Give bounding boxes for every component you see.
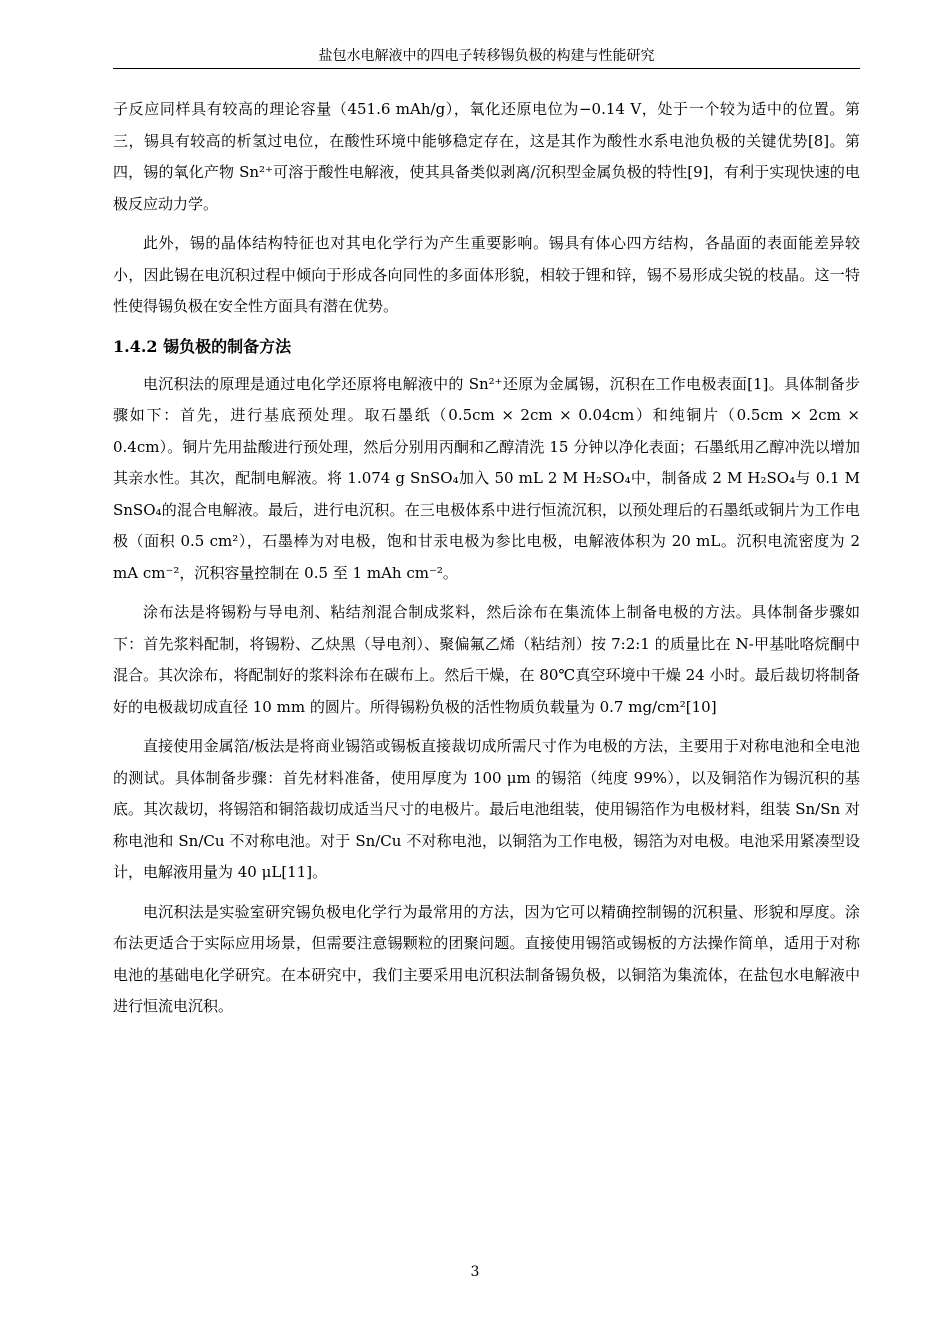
page-number: 3: [470, 1264, 480, 1280]
paragraph-crystal-structure: 此外，锡的晶体结构特征也对其电化学行为产生重要影响。锡具有体心四方结构，各晶面的表面能差异较小，因此锡在电沉积过程中倾向于形成各向同性的多面体形貌，相较于锂和锌，锡不易形成尖锐的枝晶。这一特性使得锡负极在安全性方面具有潜在优势。: [113, 234, 860, 315]
paragraph-continued: 子反应同样具有较高的理论容量（451.6 mAh/g），氧化还原电位为−0.14 V，处于一个较为适中的位置。第三，锡具有较高的析氢过电位，在酸性环境中能够稳定存在，这是其作为酸性水系电池负极的关键优势[8]。第四，锡的氧化产物 Sn²⁺可溶于酸性电解液，使其具备类似剥离/沉积型金属负极的特性[9]，有利于实现快速的电极反应动力学。: [113, 100, 860, 213]
page-body: [113, 94, 860, 1031]
paragraph-coating: 涂布法是将锡粉与导电剂、粘结剂混合制成浆料，然后涂布在集流体上制备电极的方法。具体制备步骤如下：首先浆料配制，将锡粉、乙炔黑（导电剂）、聚偏氟乙烯（粘结剂）按 7:2:1 的质量比在 N-甲基吡咯烷酮中混合。其次涂布，将配制好的浆料涂布在碳布上。然后干燥，在 80℃真空环境中干燥 24 小时。最后裁切将制备好的电极裁切成直径 10 mm 的圆片。所得锡粉负极的活性物质负载量为 0.7 mg/cm²[10]: [113, 603, 860, 716]
header-rule: [113, 68, 860, 69]
section-heading: 1.4.2 锡负极的制备方法: [113, 336, 292, 356]
paragraph-electrodeposition: 电沉积法的原理是通过电化学还原将电解液中的 Sn²⁺还原为金属锡，沉积在工作电极表面[1]。具体制备步骤如下：首先，进行基底预处理。取石墨纸（0.5cm × 2cm × 0.04cm）和纯铜片（0.5cm × 2cm × 0.4cm）。铜片先用盐酸进行预处理，然后分别用丙酮和乙醇清洗 15 分钟以净化表面；石墨纸用乙醇冲洗以增加其亲水性。其次，配制电解液。将 1.074 g SnSO₄加入 50 mL 2 M H₂SO₄中，制备成 2 M H₂SO₄与 0.1 M SnSO₄的混合电解液。最后，进行电沉积。在三电极体系中进行恒流沉积，以预处理后的石墨纸或铜片为工作电极（面积 0.5 cm²），石墨棒为对电极，饱和甘汞电极为参比电极，电解液体积为 20 mL。沉积电流密度为 2 mA cm⁻²，沉积容量控制在 0.5 至 1 mAh cm⁻²。: [113, 374, 860, 582]
paragraph-summary: 电沉积法是实验室研究锡负极电化学行为最常用的方法，因为它可以精确控制锡的沉积量、形貌和厚度。涂布法更适合于实际应用场景，但需要注意锡颗粒的团聚问题。直接使用锡箔或锡板的方法操作简单，适用于对称电池的基础电化学研究。在本研究中，我们主要采用电沉积法制备锡负极，以铜箔为集流体，在盐包水电解液中进行恒流电沉积。: [113, 902, 860, 1015]
paragraph-metal-foil: 直接使用金属箔/板法是将商业锡箔或锡板直接裁切成所需尺寸作为电极的方法，主要用于对称电池和全电池的测试。具体制备步骤：首先材料准备，使用厚度为 100 μm 的锡箔（纯度 99%），以及铜箔作为锡沉积的基底。其次裁切，将锡箔和铜箔裁切成适当尺寸的电极片。最后电池组装，使用锡箔作为电极材料，组装 Sn/Sn 对称电池和 Sn/Cu 不对称电池。对于 Sn/Cu 不对称电池，以铜箔为工作电极，锡箔为对电极。电池采用紧凑型设计，电解液用量为 40 μL[11]。: [113, 737, 860, 881]
running-header: 盐包水电解液中的四电子转移锡负极的构建与性能研究: [318, 48, 655, 64]
